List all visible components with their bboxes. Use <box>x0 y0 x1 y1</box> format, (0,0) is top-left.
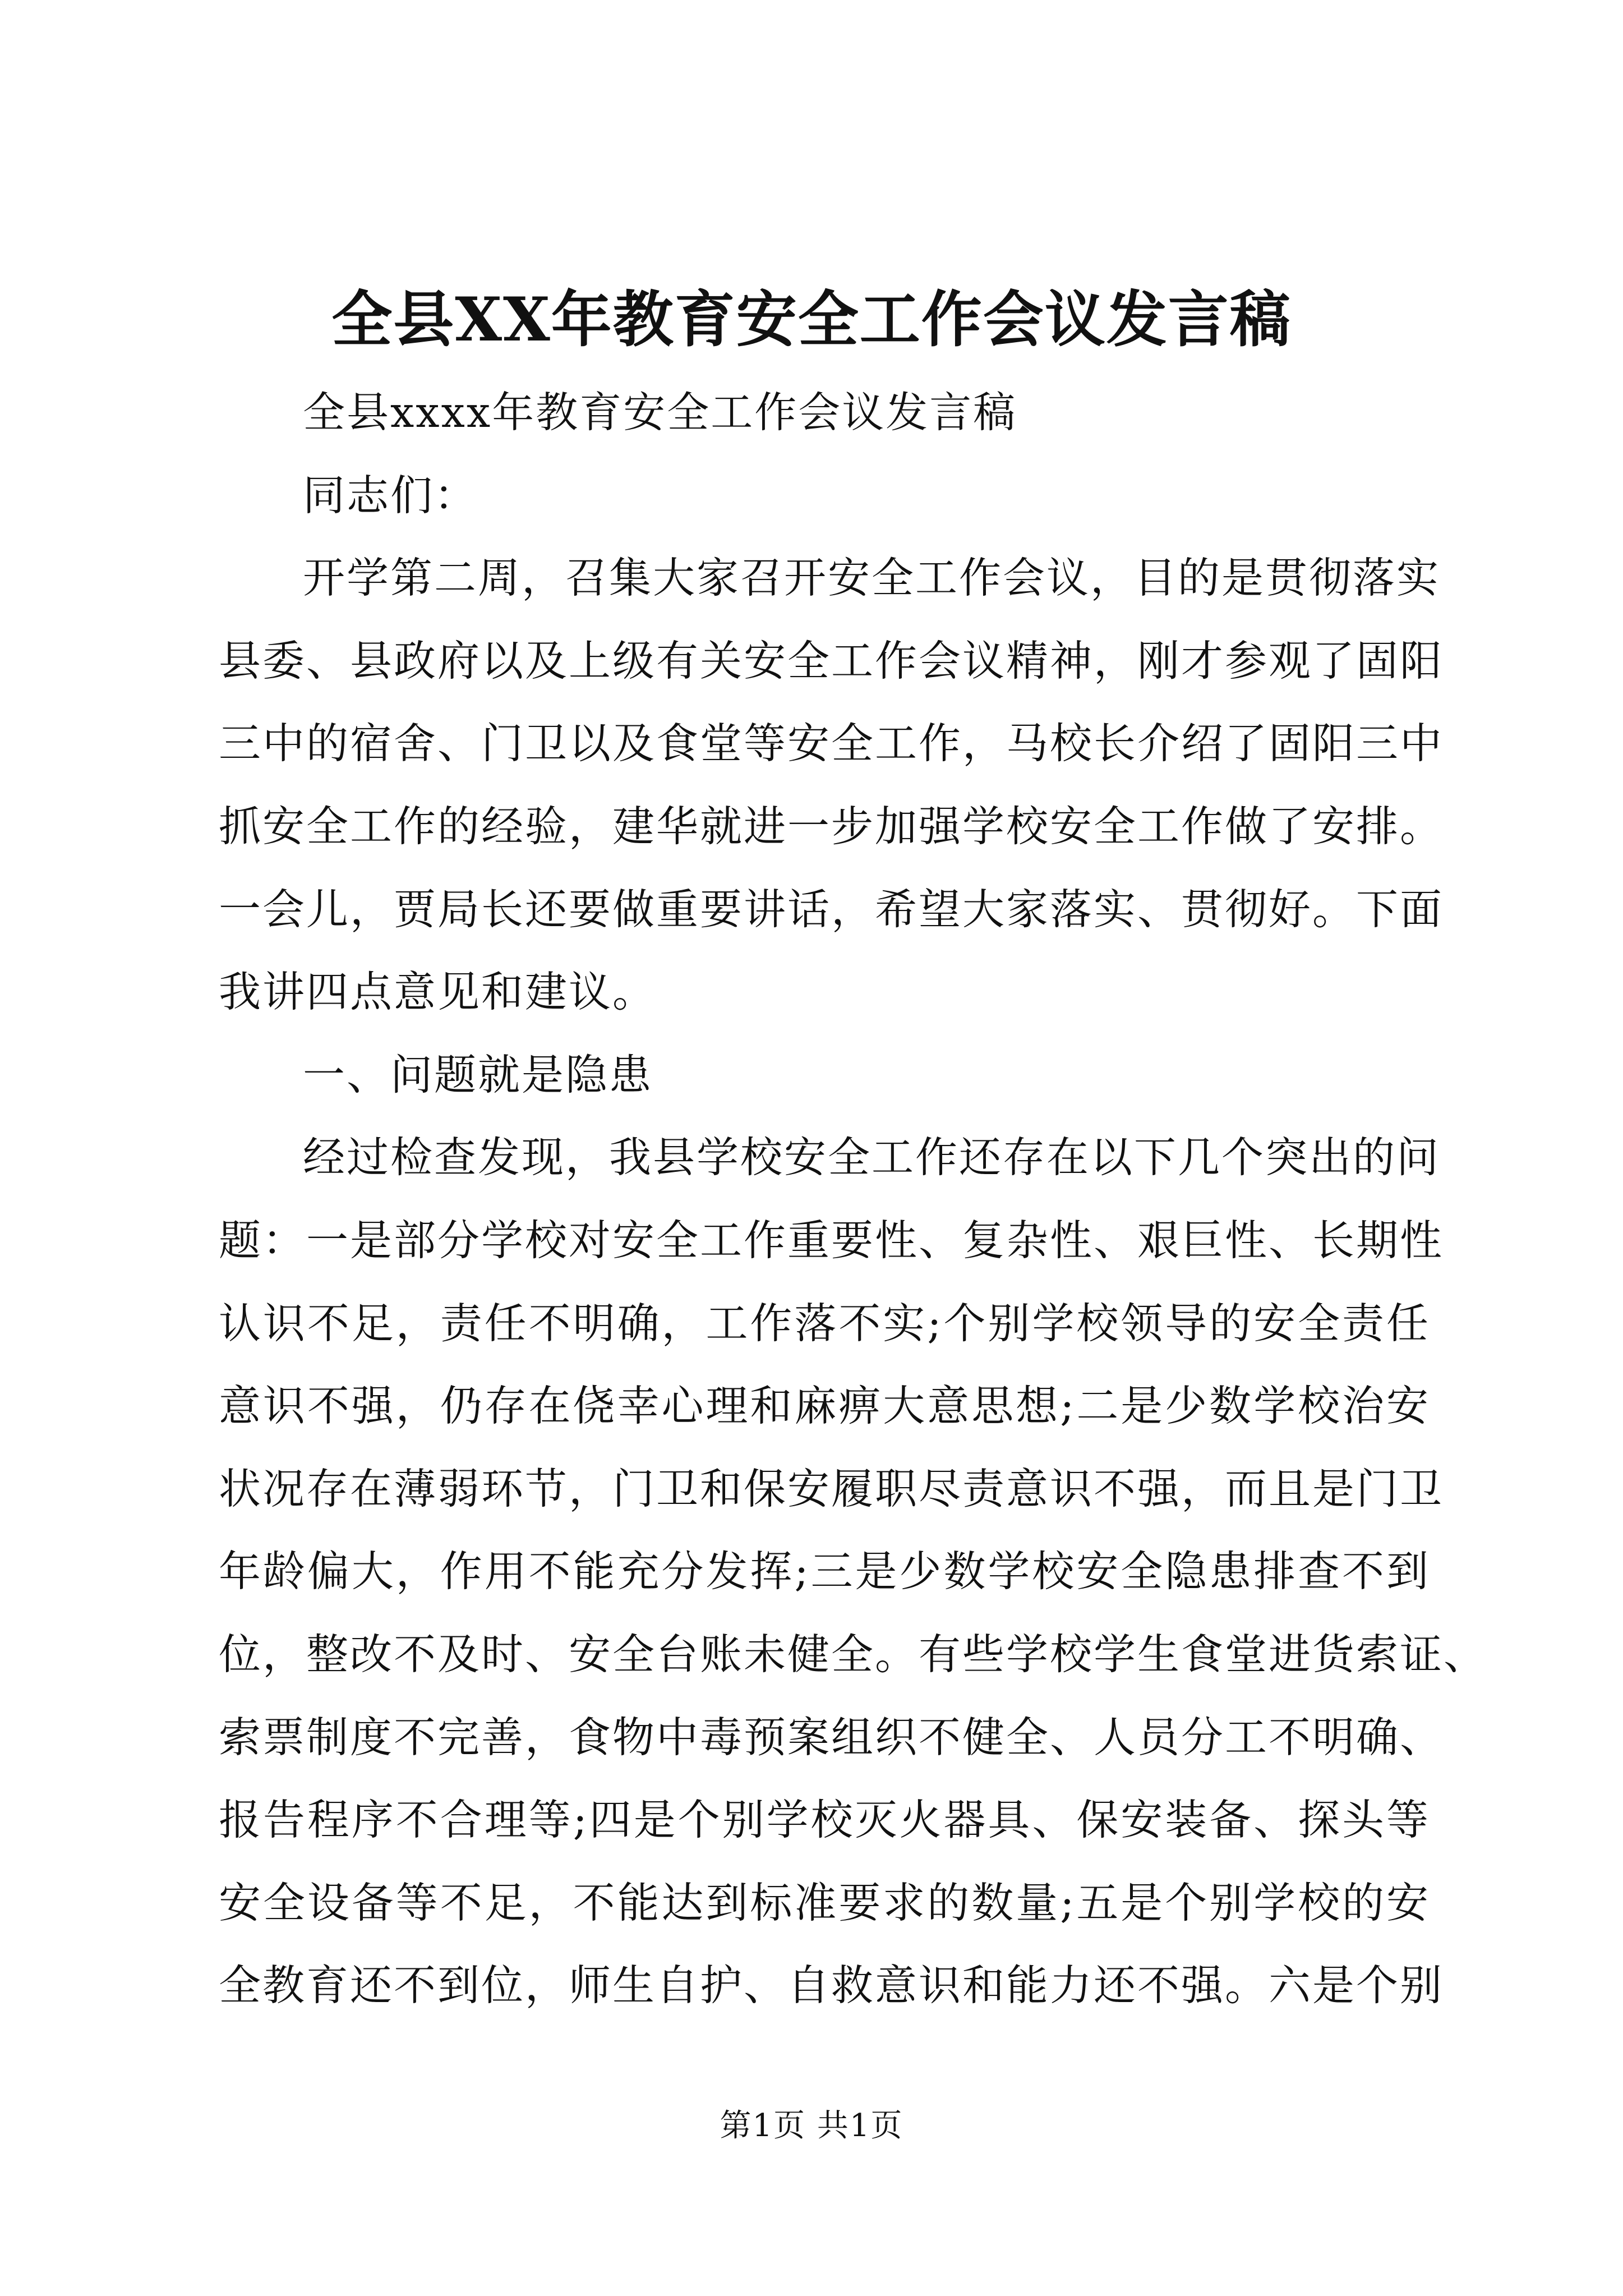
body-line: 索票制度不完善，食物中毒预案组织不健全、人员分工不明确、 <box>219 1713 1444 1762</box>
body-line: 同志们： <box>303 471 478 520</box>
page-footer: 第1页 共1页 <box>720 2108 903 2144</box>
body-line: 位，整改不及时、安全台账未健全。有些学校学生食堂进货索证、 <box>219 1630 1488 1679</box>
body-line: 一会儿，贾局长还要做重要讲话，希望大家落实、贯彻好。下面 <box>219 885 1444 934</box>
document-title: 全县XX年教育安全工作会议发言稿 <box>331 284 1292 355</box>
body-line: 三中的宿舍、门卫以及食堂等安全工作，马校长介绍了固阳三中 <box>219 719 1444 768</box>
body-line: 县委、县政府以及上级有关安全工作会议精神，刚才参观了固阳 <box>219 636 1444 685</box>
body-line: 开学第二周，召集大家召开安全工作会议，目的是贯彻落实 <box>303 553 1441 602</box>
body-line: 认识不足，责任不明确，工作落不实;个别学校领导的安全责任 <box>219 1299 1430 1348</box>
body-line: 状况存在薄弱环节，门卫和保安履职尽责意识不强，而且是门卫 <box>219 1464 1444 1513</box>
body-line: 我讲四点意见和建议。 <box>219 967 657 1016</box>
body-line: 年龄偏大，作用不能充分发挥;三是少数学校安全隐患排查不到 <box>219 1547 1430 1596</box>
body-line: 经过检查发现，我县学校安全工作还存在以下几个突出的问 <box>303 1133 1441 1182</box>
body-line: 一、问题就是隐患 <box>303 1050 653 1099</box>
body-line: 安全设备等不足，不能达到标准要求的数量;五是个别学校的安 <box>219 1878 1430 1927</box>
body-line: 抓安全工作的经验，建华就进一步加强学校安全工作做了安排。 <box>219 802 1444 851</box>
body-line: 题：一是部分学校对安全工作重要性、复杂性、艰巨性、长期性 <box>219 1216 1444 1265</box>
body-line: 全教育还不到位，师生自护、自救意识和能力还不强。六是个别 <box>219 1961 1444 2010</box>
body-line: 全县xxxx年教育安全工作会议发言稿 <box>303 388 1017 437</box>
body-line: 意识不强，仍存在侥幸心理和麻痹大意思想;二是少数学校治安 <box>219 1381 1430 1430</box>
body-line: 报告程序不合理等;四是个别学校灭火器具、保安装备、探头等 <box>219 1795 1430 1844</box>
